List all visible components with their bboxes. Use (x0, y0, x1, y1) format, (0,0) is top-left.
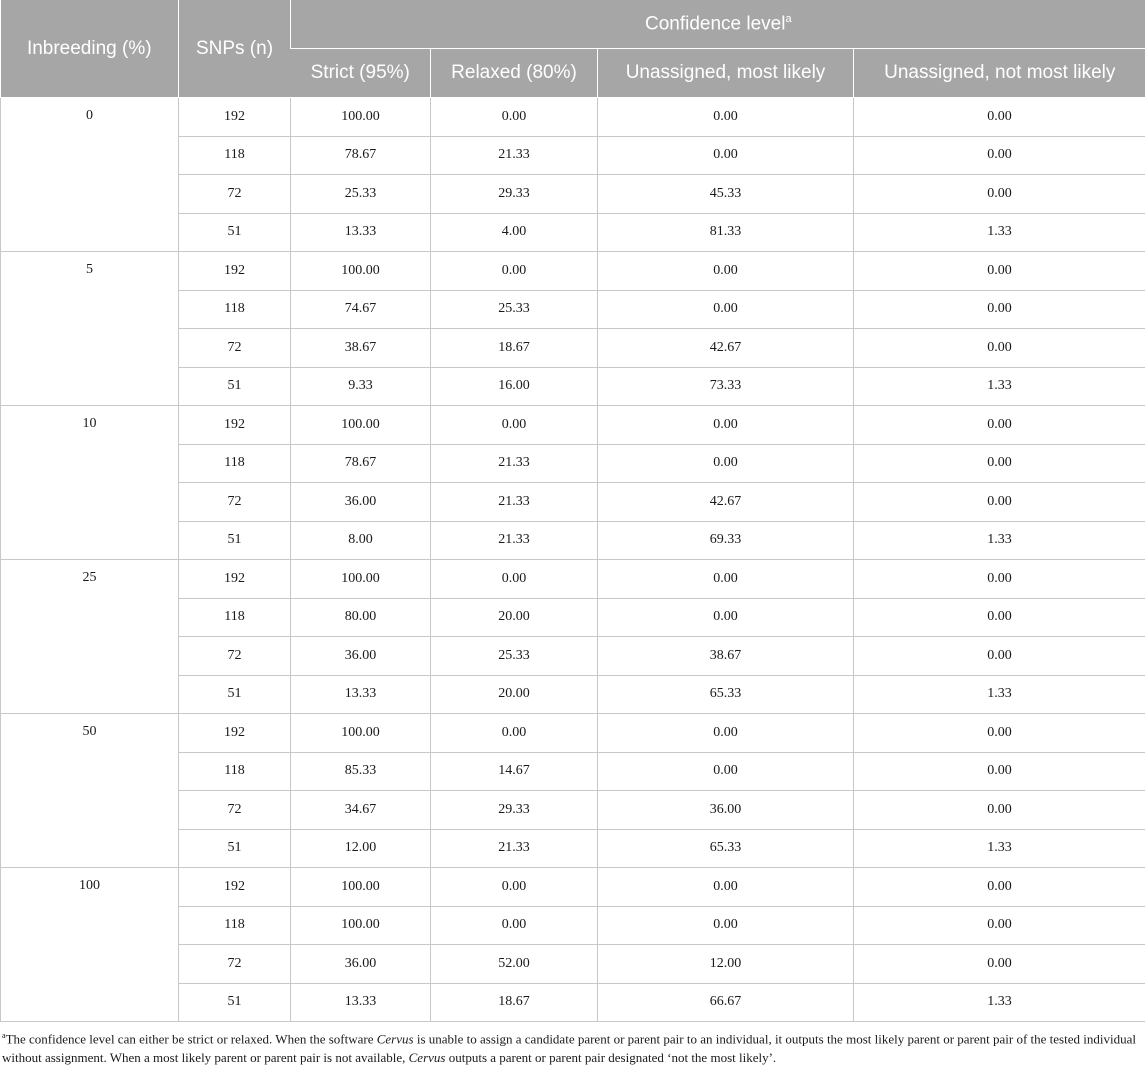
unassigned-not-most-likely-cell: 0.00 (854, 406, 1145, 445)
relaxed-cell: 25.33 (431, 290, 598, 329)
unassigned-not-most-likely-cell: 0.00 (854, 98, 1145, 137)
snps-cell: 51 (179, 675, 291, 714)
strict-cell: 13.33 (291, 213, 431, 252)
unassigned-most-likely-cell: 66.67 (598, 983, 854, 1022)
strict-cell: 36.00 (291, 483, 431, 522)
strict-cell: 100.00 (291, 98, 431, 137)
table-row (1, 560, 1145, 599)
table-row (1, 406, 1145, 445)
strict-cell: 74.67 (291, 290, 431, 329)
snps-cell: 192 (179, 98, 291, 137)
snps-cell: 72 (179, 483, 291, 522)
inbreeding-cell: 5 (1, 252, 179, 406)
unassigned-most-likely-cell: 42.67 (598, 483, 854, 522)
snps-cell: 118 (179, 290, 291, 329)
relaxed-cell: 16.00 (431, 367, 598, 406)
table-row (1, 98, 1145, 137)
header-confidence-level: Confidence level$^a$ (291, 0, 1145, 49)
footnote-marker: a (785, 13, 791, 25)
unassigned-most-likely-cell: 73.33 (598, 367, 854, 406)
table-row (1, 868, 1145, 907)
strict-cell: 36.00 (291, 945, 431, 984)
strict-cell: 100.00 (291, 560, 431, 599)
snps-cell: 72 (179, 637, 291, 676)
table-row (1, 714, 1145, 753)
unassigned-most-likely-cell: 0.00 (598, 290, 854, 329)
header-snps: SNPs (n) (179, 0, 291, 98)
relaxed-cell: 0.00 (431, 560, 598, 599)
snps-cell: 192 (179, 252, 291, 291)
unassigned-not-most-likely-cell: 0.00 (854, 560, 1145, 599)
inbreeding-cell: 25 (1, 560, 179, 714)
header-unassigned-not-most-likely: Unassigned, not most likely (854, 49, 1145, 98)
relaxed-cell: 21.33 (431, 829, 598, 868)
unassigned-not-most-likely-cell: 0.00 (854, 906, 1145, 945)
unassigned-most-likely-cell: 45.33 (598, 175, 854, 214)
snps-cell: 51 (179, 521, 291, 560)
unassigned-not-most-likely-cell: 0.00 (854, 752, 1145, 791)
table-header (1, 0, 1145, 98)
strict-cell: 78.67 (291, 444, 431, 483)
unassigned-not-most-likely-cell: 1.33 (854, 367, 1145, 406)
software-name: Cervus (377, 1031, 414, 1046)
unassigned-not-most-likely-cell: 0.00 (854, 329, 1145, 368)
unassigned-not-most-likely-cell: 0.00 (854, 945, 1145, 984)
strict-cell: 13.33 (291, 675, 431, 714)
strict-cell: 100.00 (291, 714, 431, 753)
snps-cell: 51 (179, 829, 291, 868)
unassigned-most-likely-cell: 12.00 (598, 945, 854, 984)
unassigned-not-most-likely-cell: 0.00 (854, 791, 1145, 830)
strict-cell: 38.67 (291, 329, 431, 368)
unassigned-not-most-likely-cell: 1.33 (854, 213, 1145, 252)
strict-cell: 9.33 (291, 367, 431, 406)
header-unassigned-most-likely: Unassigned, most likely (598, 49, 854, 98)
unassigned-not-most-likely-cell: 0.00 (854, 444, 1145, 483)
software-name: Cervus (409, 1050, 446, 1065)
inbreeding-cell: 0 (1, 98, 179, 252)
relaxed-cell: 14.67 (431, 752, 598, 791)
inbreeding-cell: 100 (1, 868, 179, 1022)
unassigned-most-likely-cell: 65.33 (598, 829, 854, 868)
unassigned-not-most-likely-cell: 1.33 (854, 521, 1145, 560)
relaxed-cell: 21.33 (431, 136, 598, 175)
unassigned-most-likely-cell: 36.00 (598, 791, 854, 830)
header-relaxed: Relaxed (80%) (431, 49, 598, 98)
relaxed-cell: 18.67 (431, 983, 598, 1022)
unassigned-most-likely-cell: 0.00 (598, 906, 854, 945)
snps-cell: 118 (179, 444, 291, 483)
inbreeding-cell: 50 (1, 714, 179, 868)
snps-cell: 118 (179, 906, 291, 945)
unassigned-most-likely-cell: 0.00 (598, 714, 854, 753)
relaxed-cell: 21.33 (431, 483, 598, 522)
relaxed-cell: 18.67 (431, 329, 598, 368)
table-footnote: $^a$The confidence level can either be strict or relaxed. When the software Cervus is unable to assign a candidate parent or parent pair to an individual, it outputs the most likely parent or parent pair of the tested individual without assignment. When a most likely parent or parent pair is not available, Cervus outputs a parent or parent pair designated ‘not the most likely’. (2, 1026, 1142, 1067)
snps-cell: 51 (179, 983, 291, 1022)
unassigned-most-likely-cell: 0.00 (598, 868, 854, 907)
unassigned-most-likely-cell: 0.00 (598, 252, 854, 291)
unassigned-most-likely-cell: 0.00 (598, 406, 854, 445)
unassigned-not-most-likely-cell: 0.00 (854, 252, 1145, 291)
header-inbreeding: Inbreeding (%) (1, 0, 179, 98)
unassigned-not-most-likely-cell: 0.00 (854, 136, 1145, 175)
table-row (1, 252, 1145, 291)
unassigned-not-most-likely-cell: 1.33 (854, 675, 1145, 714)
unassigned-not-most-likely-cell: 0.00 (854, 868, 1145, 907)
strict-cell: 100.00 (291, 868, 431, 907)
snps-cell: 192 (179, 406, 291, 445)
relaxed-cell: 20.00 (431, 675, 598, 714)
snps-cell: 192 (179, 714, 291, 753)
strict-cell: 80.00 (291, 598, 431, 637)
relaxed-cell: 21.33 (431, 444, 598, 483)
unassigned-most-likely-cell: 0.00 (598, 598, 854, 637)
unassigned-not-most-likely-cell: 0.00 (854, 175, 1145, 214)
strict-cell: 12.00 (291, 829, 431, 868)
header-strict: Strict (95%) (291, 49, 431, 98)
relaxed-cell: 0.00 (431, 252, 598, 291)
strict-cell: 78.67 (291, 136, 431, 175)
relaxed-cell: 29.33 (431, 175, 598, 214)
unassigned-not-most-likely-cell: 0.00 (854, 637, 1145, 676)
unassigned-not-most-likely-cell: 0.00 (854, 483, 1145, 522)
snps-cell: 118 (179, 136, 291, 175)
strict-cell: 100.00 (291, 406, 431, 445)
unassigned-most-likely-cell: 69.33 (598, 521, 854, 560)
unassigned-most-likely-cell: 0.00 (598, 136, 854, 175)
unassigned-most-likely-cell: 0.00 (598, 444, 854, 483)
strict-cell: 13.33 (291, 983, 431, 1022)
snps-cell: 51 (179, 213, 291, 252)
strict-cell: 100.00 (291, 252, 431, 291)
unassigned-not-most-likely-cell: 0.00 (854, 598, 1145, 637)
unassigned-most-likely-cell: 0.00 (598, 560, 854, 599)
unassigned-most-likely-cell: 38.67 (598, 637, 854, 676)
relaxed-cell: 29.33 (431, 791, 598, 830)
footnote-marker: a (2, 1031, 6, 1040)
strict-cell: 36.00 (291, 637, 431, 676)
unassigned-most-likely-cell: 65.33 (598, 675, 854, 714)
relaxed-cell: 20.00 (431, 598, 598, 637)
snps-cell: 72 (179, 945, 291, 984)
unassigned-most-likely-cell: 81.33 (598, 213, 854, 252)
unassigned-not-most-likely-cell: 1.33 (854, 829, 1145, 868)
relaxed-cell: 25.33 (431, 637, 598, 676)
strict-cell: 8.00 (291, 521, 431, 560)
relaxed-cell: 0.00 (431, 868, 598, 907)
relaxed-cell: 52.00 (431, 945, 598, 984)
table-body (1, 98, 1145, 1022)
relaxed-cell: 4.00 (431, 213, 598, 252)
relaxed-cell: 21.33 (431, 521, 598, 560)
strict-cell: 100.00 (291, 906, 431, 945)
unassigned-most-likely-cell: 42.67 (598, 329, 854, 368)
strict-cell: 34.67 (291, 791, 431, 830)
snps-cell: 118 (179, 752, 291, 791)
unassigned-not-most-likely-cell: 0.00 (854, 714, 1145, 753)
strict-cell: 25.33 (291, 175, 431, 214)
unassigned-most-likely-cell: 0.00 (598, 752, 854, 791)
relaxed-cell: 0.00 (431, 714, 598, 753)
snps-cell: 72 (179, 329, 291, 368)
snps-cell: 72 (179, 175, 291, 214)
inbreeding-cell: 10 (1, 406, 179, 560)
relaxed-cell: 0.00 (431, 906, 598, 945)
strict-cell: 85.33 (291, 752, 431, 791)
unassigned-not-most-likely-cell: 0.00 (854, 290, 1145, 329)
unassigned-not-most-likely-cell: 1.33 (854, 983, 1145, 1022)
snps-cell: 192 (179, 868, 291, 907)
unassigned-most-likely-cell: 0.00 (598, 98, 854, 137)
relaxed-cell: 0.00 (431, 98, 598, 137)
snps-cell: 51 (179, 367, 291, 406)
relaxed-cell: 0.00 (431, 406, 598, 445)
snps-cell: 118 (179, 598, 291, 637)
snps-cell: 72 (179, 791, 291, 830)
snps-cell: 192 (179, 560, 291, 599)
